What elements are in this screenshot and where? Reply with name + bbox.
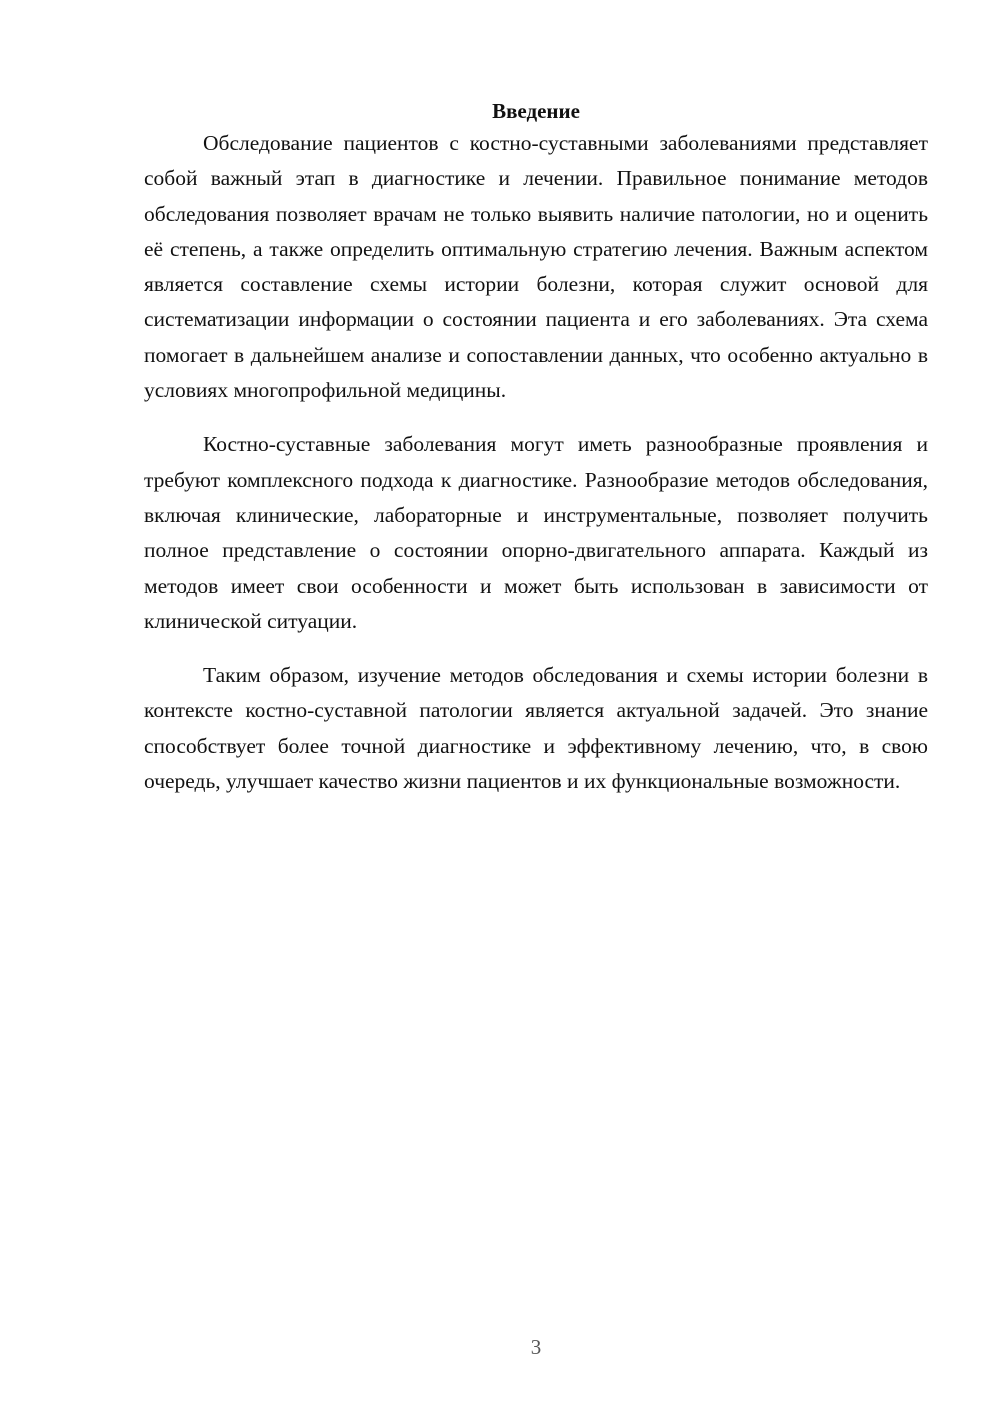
paragraph-1: Обследование пациентов с костно-суставными заболеваниями представляет собой важный этап в диагностике и лечении. Правильное понимание методов обследования позволяет врачам не только выявить наличие патологии, но и оценить её степень, а также определить оптимальную стратегию лечения. Важным аспектом является составление схемы истории болезни, которая служит основой для систематизации информации о состоянии пациента и его заболеваниях. Эта схема помогает в дальнейшем анализе и сопоставлении данных, что особенно актуально в условиях многопрофильной медицины. [144, 131, 928, 403]
page-number: 3 [530, 1335, 542, 1359]
paragraph-2: Костно-суставные заболевания могут иметь разнообразные проявления и требуют комплексного подхода к диагностике. Разнообразие методов обследования, включая клинические, лабораторные и инструментальные, позволяет получить полное представление о состоянии опорно-двигательного аппарата. Каждый из методов имеет свои особенности и может быть использован в зависимости от клинической ситуации. [144, 432, 928, 633]
section-heading: Введение [492, 99, 580, 123]
paragraph-3: Таким образом, изучение методов обследования и схемы истории болезни в контексте костно-суставной патологии является актуальной задачей. Это знание способствует более точной диагностике и эффективному лечению, что, в свою очередь, улучшает качество жизни пациентов и их функциональные возможности. [144, 663, 928, 794]
page-content [144, 96, 928, 799]
